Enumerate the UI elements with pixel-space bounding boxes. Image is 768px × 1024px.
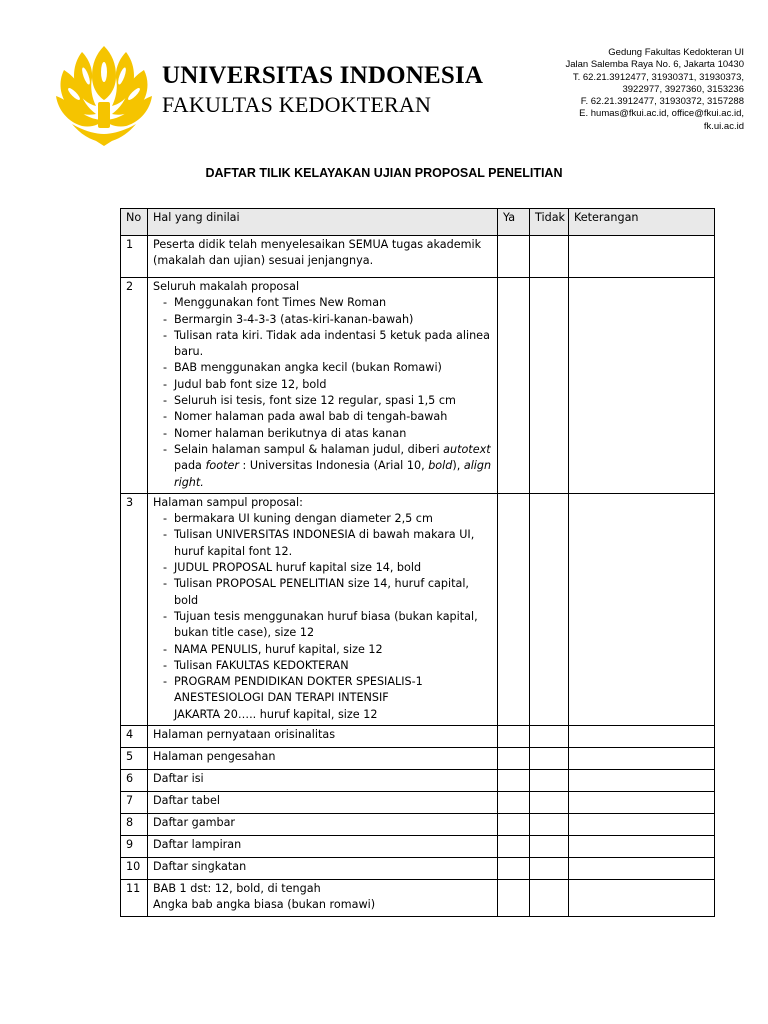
list-item: - Bermargin 3-4-3-3 (atas-kiri-kanan-bawah): [163, 312, 492, 328]
list-item: - NAMA PENULIS, huruf kapital, size 12: [163, 642, 492, 658]
ya-cell[interactable]: [498, 236, 530, 278]
criteria-list: [153, 511, 492, 690]
footer-text-italic: bold: [428, 459, 453, 473]
keterangan-cell[interactable]: [569, 770, 715, 792]
criteria-list: [153, 295, 492, 491]
ya-cell[interactable]: [498, 792, 530, 814]
row-item: Daftar gambar: [148, 814, 498, 836]
phone-line: 3922977, 3927360, 3153236: [622, 83, 744, 95]
tidak-cell[interactable]: [530, 814, 569, 836]
list-item: [163, 442, 492, 491]
keterangan-cell[interactable]: [569, 278, 715, 494]
row-title-emphasis: SEMUA: [348, 238, 389, 251]
document-title: DAFTAR TILIK KELAYAKAN UJIAN PROPOSAL PENELITIAN: [205, 166, 563, 180]
footer-text: (Arial 10,: [370, 459, 429, 473]
phone-line: T. 62.21.3912477, 31930371, 31930373,: [572, 71, 744, 83]
list-item: - Nomer halaman berikutnya di atas kanan: [163, 426, 492, 442]
keterangan-cell[interactable]: [569, 726, 715, 748]
footer-text: :: [238, 459, 250, 473]
row-number: 5: [121, 748, 148, 770]
tidak-cell[interactable]: [530, 493, 569, 725]
footer-text: pada: [174, 459, 206, 473]
tidak-cell[interactable]: [530, 748, 569, 770]
row-title: tugas akademik (makalah dan ujian) sesuai jenjangnya.: [153, 238, 482, 268]
tidak-cell[interactable]: [530, 880, 569, 917]
list-item: - Tulisan FAKULTAS KEDOKTERAN: [163, 658, 492, 674]
list-item: - PROGRAM PENDIDIKAN DOKTER SPESIALIS-1: [163, 674, 492, 690]
footer-text: Universitas Indonesia: [249, 459, 371, 473]
table-row: [121, 814, 715, 836]
keterangan-cell[interactable]: [569, 858, 715, 880]
university-name: UNIVERSITAS INDONESIA: [162, 62, 484, 89]
table-row: [121, 236, 715, 278]
list-item: - Tulisan UNIVERSITAS INDONESIA di bawah makara UI, huruf kapital font 12.: [163, 527, 492, 560]
list-item: - Tulisan PROPOSAL PENELITIAN size 14, huruf capital, bold: [163, 576, 492, 609]
tidak-cell[interactable]: [530, 770, 569, 792]
row-line: Angka bab angka biasa (bukan romawi): [153, 898, 376, 912]
table-row: [121, 726, 715, 748]
address-line: Jalan Salemba Raya No. 6, Jakarta 10430: [565, 59, 744, 71]
list-item: - Tulisan rata kiri. Tidak ada indentasi 5 ketuk pada alinea baru.: [163, 328, 492, 361]
footer-text: ),: [452, 459, 464, 473]
program-line: ANESTESIOLOGI DAN TERAPI INTENSIF: [174, 691, 389, 705]
row-title: Peserta didik telah menyelesaikan: [153, 238, 349, 251]
row-number: 2: [121, 278, 148, 494]
row-title: Seluruh makalah proposal: [153, 280, 300, 293]
keterangan-cell[interactable]: [569, 792, 715, 814]
footer-text: Selain halaman sampul & halaman judul, diberi: [174, 442, 444, 456]
list-item: - BAB menggunakan angka kecil (bukan Romawi): [163, 360, 492, 376]
footer-text-italic: align right.: [174, 459, 492, 489]
list-item: - Menggunakan font Times New Roman: [163, 295, 492, 311]
row-item: [148, 236, 498, 278]
ya-cell[interactable]: [498, 880, 530, 917]
row-item: Halaman pernyataan orisinalitas: [148, 726, 498, 748]
row-number: 1: [121, 236, 148, 278]
tidak-cell[interactable]: [530, 236, 569, 278]
row-number: 6: [121, 770, 148, 792]
list-item: - Judul bab font size 12, bold: [163, 377, 492, 393]
keterangan-cell[interactable]: [569, 880, 715, 917]
ui-makara-logo: [52, 42, 156, 146]
row-title: Halaman sampul proposal:: [153, 495, 303, 509]
ya-cell[interactable]: [498, 770, 530, 792]
row-number: 9: [121, 836, 148, 858]
row-number: 3: [121, 493, 148, 725]
row-item: Daftar isi: [148, 770, 498, 792]
list-item: - bermakara UI kuning dengan diameter 2,5 cm: [163, 511, 492, 527]
header-ya: Ya: [498, 209, 530, 236]
row-item: [148, 493, 498, 725]
row-line: BAB 1 dst: 12, bold, di tengah: [153, 882, 321, 896]
list-item: - Seluruh isi tesis, font size 12 regular, spasi 1,5 cm: [163, 393, 492, 409]
row-item: Daftar singkatan: [148, 858, 498, 880]
row-number: 7: [121, 792, 148, 814]
ya-cell[interactable]: [498, 814, 530, 836]
table-row: [121, 748, 715, 770]
row-item: [148, 880, 498, 917]
row-item: Halaman pengesahan: [148, 748, 498, 770]
header-no: No: [121, 209, 148, 236]
tidak-cell[interactable]: [530, 278, 569, 494]
row-item: Daftar lampiran: [148, 836, 498, 858]
tidak-cell[interactable]: [530, 726, 569, 748]
header-tidak: Tidak: [530, 209, 569, 236]
table-row: [121, 770, 715, 792]
row-number: 10: [121, 858, 148, 880]
tidak-cell[interactable]: [530, 858, 569, 880]
table-row: [121, 278, 715, 494]
header-item: Hal yang dinilai: [148, 209, 498, 236]
program-line: JAKARTA 20….. huruf kapital, size 12: [174, 707, 378, 721]
table-row: [121, 792, 715, 814]
list-item: - Tujuan tesis menggunakan huruf biasa (bukan kapital, bukan title case), size 12: [163, 609, 492, 642]
table-row: [121, 858, 715, 880]
faculty-name: FAKULTAS KEDOKTERAN: [162, 92, 432, 117]
tidak-cell[interactable]: [530, 792, 569, 814]
keterangan-cell[interactable]: [569, 493, 715, 725]
fax-line: F. 62.21.3912477, 31930372, 3157288: [580, 96, 744, 108]
tidak-cell[interactable]: [530, 836, 569, 858]
keterangan-cell[interactable]: [569, 836, 715, 858]
row-number: 11: [121, 880, 148, 917]
row-number: 8: [121, 814, 148, 836]
checklist-table: [120, 208, 715, 917]
row-item: [148, 278, 498, 494]
email-line: E. humas@fkui.ac.id, office@fkui.ac.id,: [579, 108, 744, 120]
keterangan-cell[interactable]: [569, 814, 715, 836]
keterangan-cell[interactable]: [569, 236, 715, 278]
keterangan-cell[interactable]: [569, 748, 715, 770]
table-row: [121, 493, 715, 725]
table-row: [121, 880, 715, 917]
ya-cell[interactable]: [498, 278, 530, 494]
list-item: - JUDUL PROPOSAL huruf kapital size 14, bold: [163, 560, 492, 576]
website-line: fk.ui.ac.id: [703, 120, 744, 132]
ya-cell[interactable]: [498, 748, 530, 770]
row-item: Daftar tabel: [148, 792, 498, 814]
program-tail: [153, 690, 492, 723]
footer-text-italic: footer: [205, 459, 239, 473]
row-number: 4: [121, 726, 148, 748]
footer-text-italic: autotext: [443, 442, 491, 456]
header-keterangan: Keterangan: [569, 209, 715, 236]
ya-cell[interactable]: [498, 726, 530, 748]
list-item: - Nomer halaman pada awal bab di tengah-bawah: [163, 409, 492, 425]
address-line: Gedung Fakultas Kedokteran UI: [608, 47, 744, 58]
table-header-row: [121, 209, 715, 236]
ya-cell[interactable]: [498, 493, 530, 725]
ya-cell[interactable]: [498, 858, 530, 880]
address-block: [484, 47, 744, 133]
table-row: [121, 836, 715, 858]
ya-cell[interactable]: [498, 836, 530, 858]
